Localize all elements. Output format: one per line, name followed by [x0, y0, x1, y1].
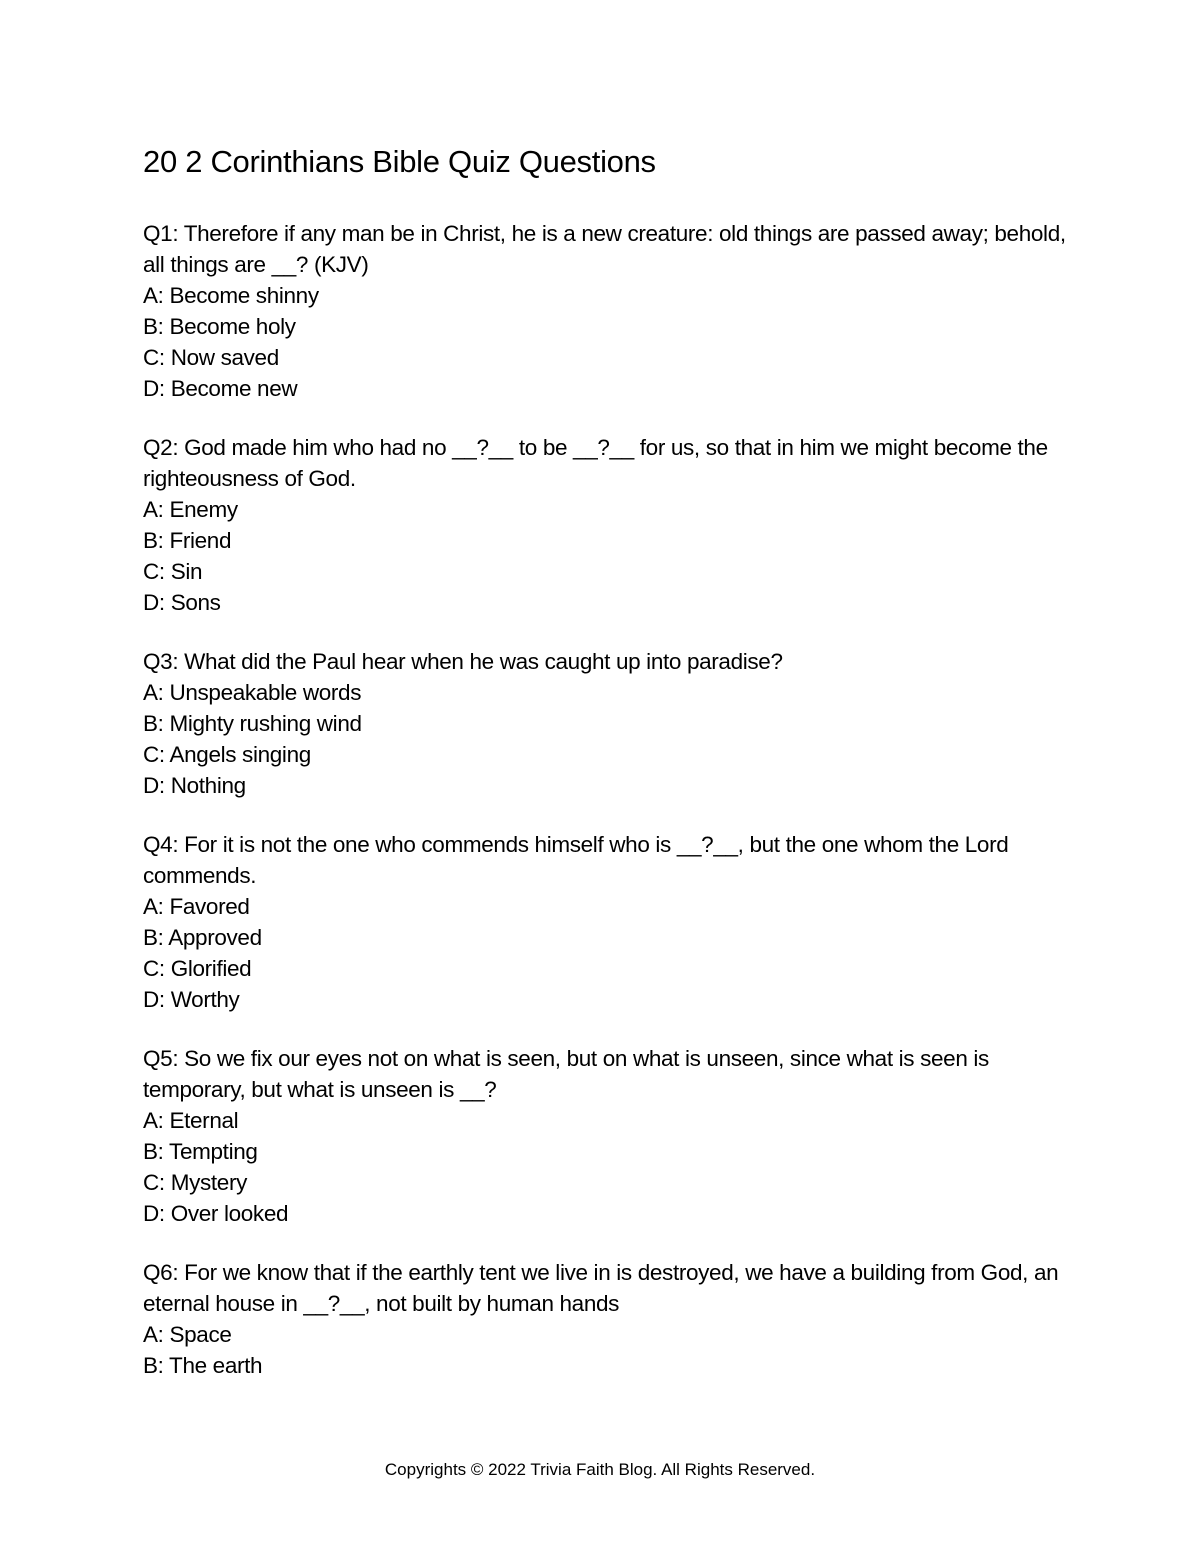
answer-option: D: Sons [143, 590, 221, 615]
answer-option: B: The earth [143, 1353, 263, 1378]
question-block-2 [143, 432, 1073, 618]
question-text: Q1: Therefore if any man be in Christ, he is a new creature: old things are passed away; behold, all things are __? (KJV) [143, 221, 1066, 277]
question-text: Q2: God made him who had no __?__ to be __?__ for us, so that in him we might become the righteousness of God. [143, 435, 1048, 491]
answer-option: D: Over looked [143, 1201, 289, 1226]
question-text: Q5: So we fix our eyes not on what is seen, but on what is unseen, since what is seen is temporary, but what is unseen is __? [143, 1046, 989, 1102]
answer-option: C: Glorified [143, 956, 252, 981]
answer-option: A: Become shinny [143, 283, 319, 308]
question-block-4 [143, 829, 1073, 1015]
answer-option: A: Space [143, 1322, 232, 1347]
answer-option: C: Angels singing [143, 742, 311, 767]
answer-option: A: Unspeakable words [143, 680, 362, 705]
answer-option: B: Approved [143, 925, 262, 950]
answer-option: A: Enemy [143, 497, 238, 522]
answer-option: C: Mystery [143, 1170, 248, 1195]
question-text: Q3: What did the Paul hear when he was caught up into paradise? [143, 649, 783, 674]
answer-option: C: Sin [143, 559, 203, 584]
answer-option: C: Now saved [143, 345, 279, 370]
answer-option: D: Worthy [143, 987, 240, 1012]
question-block-6 [143, 1257, 1073, 1381]
question-text: Q6: For we know that if the earthly tent we live in is destroyed, we have a building from God, an eternal house in __?__, not built by human hands [143, 1260, 1059, 1316]
question-text: Q4: For it is not the one who commends himself who is __?__, but the one whom the Lord commends. [143, 832, 1009, 888]
answer-option: A: Eternal [143, 1108, 239, 1133]
question-block-3 [143, 646, 1073, 801]
answer-option: B: Friend [143, 528, 232, 553]
answer-option: A: Favored [143, 894, 250, 919]
answer-option: D: Become new [143, 376, 298, 401]
page-title: 20 2 Corinthians Bible Quiz Questions [143, 144, 656, 179]
answer-option: D: Nothing [143, 773, 246, 798]
question-block-1 [143, 218, 1073, 404]
question-block-5 [143, 1043, 1073, 1229]
answer-option: B: Become holy [143, 314, 296, 339]
answer-option: B: Mighty rushing wind [143, 711, 362, 736]
answer-option: B: Tempting [143, 1139, 258, 1164]
copyright-footer: Copyrights © 2022 Trivia Faith Blog. All Rights Reserved. [384, 1460, 816, 1479]
quiz-content [143, 218, 1073, 1409]
